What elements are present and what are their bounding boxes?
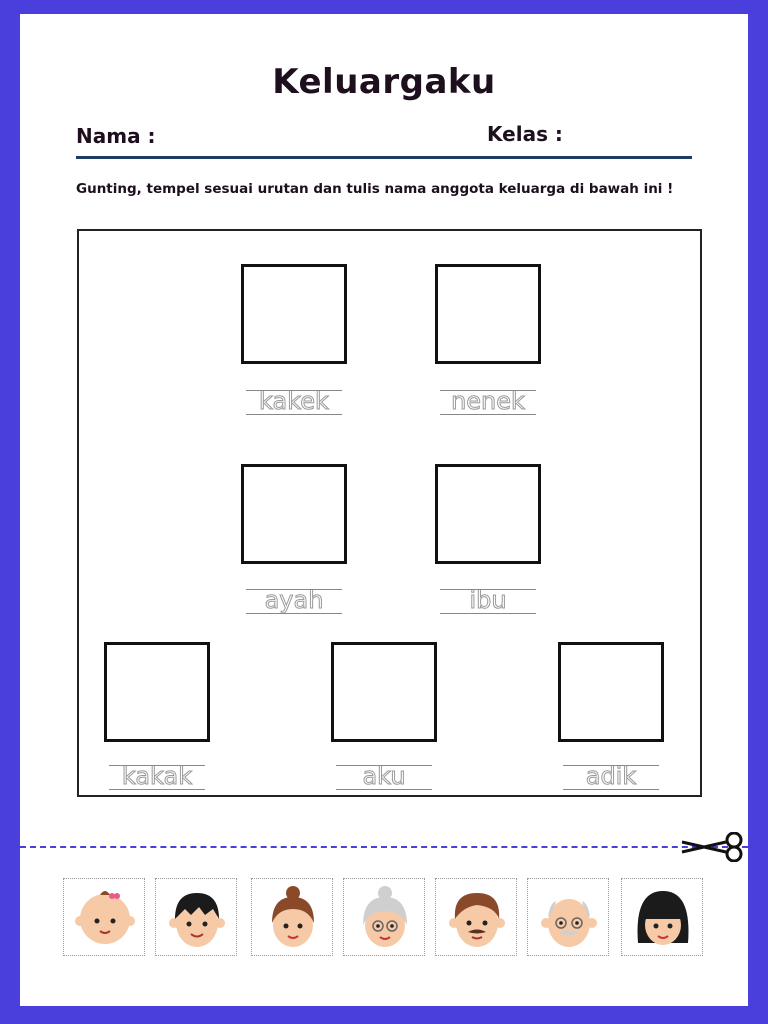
mother-face-icon: [258, 883, 328, 953]
cutout-tile[interactable]: [527, 878, 609, 956]
grandmother-face-icon: [350, 883, 420, 953]
grandfather-face-icon: [534, 883, 604, 953]
boy-face-icon: [162, 883, 232, 953]
nama-label: Nama :: [76, 124, 156, 148]
trace-word-aku[interactable]: aku: [324, 763, 444, 789]
cutout-tile[interactable]: [435, 878, 517, 956]
family-tree-board: [77, 229, 702, 797]
paste-box-ibu[interactable]: [435, 464, 541, 564]
paste-box-adik[interactable]: [558, 642, 664, 742]
paste-box-nenek[interactable]: [435, 264, 541, 364]
baby-face-icon: [70, 883, 140, 953]
trace-word-nenek[interactable]: nenek: [428, 388, 548, 414]
trace-word-ibu[interactable]: ibu: [428, 587, 548, 613]
cut-line: [20, 846, 748, 848]
kelas-label: Kelas :: [487, 122, 563, 146]
paste-box-aku[interactable]: [331, 642, 437, 742]
page-title: Keluargaku: [272, 62, 496, 102]
cutout-tile[interactable]: [343, 878, 425, 956]
paste-box-kakak[interactable]: [104, 642, 210, 742]
paste-box-kakek[interactable]: [241, 264, 347, 364]
scissors-icon: [680, 832, 746, 862]
father-face-icon: [442, 883, 512, 953]
instruction-text: Gunting, tempel sesuai urutan dan tulis nama anggota keluarga di bawah ini !: [76, 181, 674, 197]
trace-word-ayah[interactable]: ayah: [234, 587, 354, 613]
worksheet: [20, 14, 748, 1006]
paste-box-ayah[interactable]: [241, 464, 347, 564]
girl-face-icon: [628, 883, 698, 953]
cutout-tile[interactable]: [63, 878, 145, 956]
trace-word-kakak[interactable]: kakak: [97, 763, 217, 789]
trace-word-adik[interactable]: adik: [551, 763, 671, 789]
name-line[interactable]: [76, 156, 692, 159]
cutout-tile[interactable]: [621, 878, 703, 956]
cutout-tile[interactable]: [251, 878, 333, 956]
trace-word-kakek[interactable]: kakek: [234, 388, 354, 414]
cutout-tile[interactable]: [155, 878, 237, 956]
